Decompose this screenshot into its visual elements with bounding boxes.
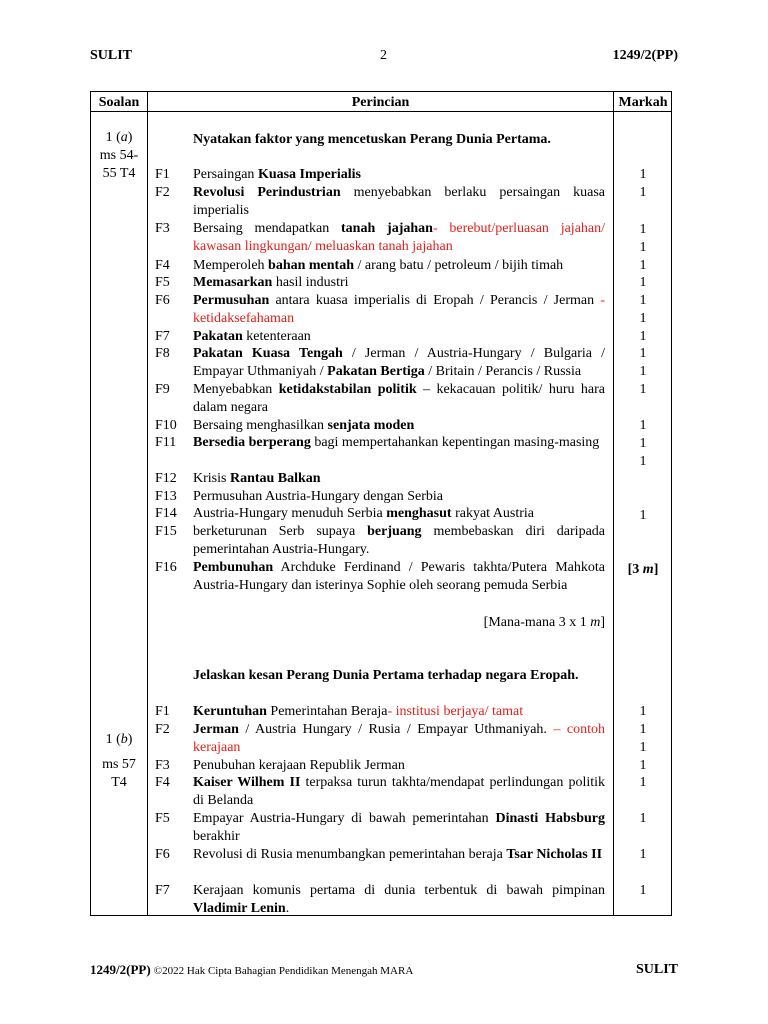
header-sulit: SULIT [90, 48, 133, 63]
footer-sulit: SULIT [635, 962, 678, 977]
any-three-note: [Mana-mana 3 x 1 m] [483, 615, 605, 630]
factor-text-1a: Persaingan Kuasa Imperialis [193, 167, 362, 182]
factor-text-1a: berketurunan Serb supaya berjuang membebaskan diri daripada pemerintahan Austria-Hungary. [193, 524, 605, 557]
factor-text-1a: Menyebabkan ketidakstabilan politik – kekacauan politik/ huru hara dalam negara [193, 382, 605, 415]
factor-text-1a: Permusuhan antara kuasa imperialis di Eropah / Perancis / Jerman - ketidaksefahaman [193, 293, 605, 326]
effect-text-1b: Jerman / Austria Hungary / Rusia / Empayar Uthmaniyah. – contoh kerajaan [193, 722, 605, 755]
factor-text-1a: Austria-Hungary menuduh Serbia menghasut rakyat Austria [193, 506, 535, 521]
factor-text-1a: Memperoleh bahan mentah / arang batu / petroleum / bijih timah [193, 258, 564, 273]
effect-text-1b: Empayar Austria-Hungary di bawah pemerintahan Dinasti Habsburg berakhir [193, 811, 605, 844]
col-header-markah: Markah [618, 95, 668, 110]
effect-text-1b: Penubuhan kerajaan Republik Jerman [193, 758, 405, 773]
col-header-perincian: Perincian [351, 95, 410, 110]
factor-text-1a: Pakatan ketenteraan [193, 329, 311, 344]
footer: 1249/2(PP) ©2022 Hak Cipta Bahagian Pendidikan Menengah MARA [90, 962, 414, 977]
question-text-1a: Nyatakan faktor yang mencetuskan Perang Dunia Pertama. [193, 132, 551, 147]
question-number-1a: 1 (a) [105, 130, 133, 145]
page-ref-1b: ms 57 [102, 757, 136, 772]
factor-text-1a: Bersedia berperang bagi mempertahankan kepentingan masing-masing [193, 435, 600, 450]
question-number-1b: 1 (b) [105, 732, 133, 747]
effect-text-1b: Revolusi di Rusia menumbangkan pemerintahan beraja Tsar Nicholas II [193, 847, 603, 862]
page-number: 2 [380, 48, 387, 63]
page-ref-1a: 55 T4 [102, 166, 136, 181]
effect-text-1b: Keruntuhan Pemerintahan Beraja- institusi berjaya/ tamat [193, 704, 524, 719]
question-text-1b: Jelaskan kesan Perang Dunia Pertama terhadap negara Eropah. [193, 668, 579, 683]
header-code: 1249/2(PP) [612, 48, 678, 63]
factor-text-1a: Memasarkan hasil industri [193, 275, 349, 290]
effect-text-1b: Kerajaan komunis pertama di dunia terbentuk di bawah pimpinan Vladimir Lenin. [193, 883, 605, 916]
col-header-soalan: Soalan [98, 95, 140, 110]
total-marks-1a: [3 m] [627, 562, 659, 577]
factor-text-1a: Pakatan Kuasa Tengah / Jerman / Austria-Hungary / Bulgaria / Empayar Uthmaniyah / Pakatan Bertiga / Britain / Perancis / Russia [193, 346, 605, 379]
factor-text-1a: Krisis Rantau Balkan [193, 471, 321, 486]
table-divider [147, 91, 148, 916]
factor-text-1a: Pembunuhan Archduke Ferdinand / Pewaris takhta/Putera Mahkota Austria-Hungary dan isterinya Sophie oleh seorang pemuda Serbia [193, 560, 605, 593]
page-ref-1b: T4 [111, 775, 127, 790]
factor-text-1a: Revolusi Perindustrian menyebabkan berlaku persaingan kuasa imperialis [193, 185, 605, 218]
table-header-rule [90, 111, 672, 112]
factor-text-1a: Permusuhan Austria-Hungary dengan Serbia [193, 489, 443, 504]
factor-text-1a: Bersaing menghasilkan senjata moden [193, 418, 415, 433]
effect-text-1b: Kaiser Wilhem II terpaksa turun takhta/mendapat perlindungan politik di Belanda [193, 775, 606, 808]
table-divider [613, 91, 614, 916]
factor-text-1a: Bersaing mendapatkan tanah jajahan- berebut/perluasan jajahan/ kawasan lingkungan/ meluaskan tanah jajahan [193, 221, 606, 254]
page-ref-1a: ms 54- [99, 148, 139, 163]
